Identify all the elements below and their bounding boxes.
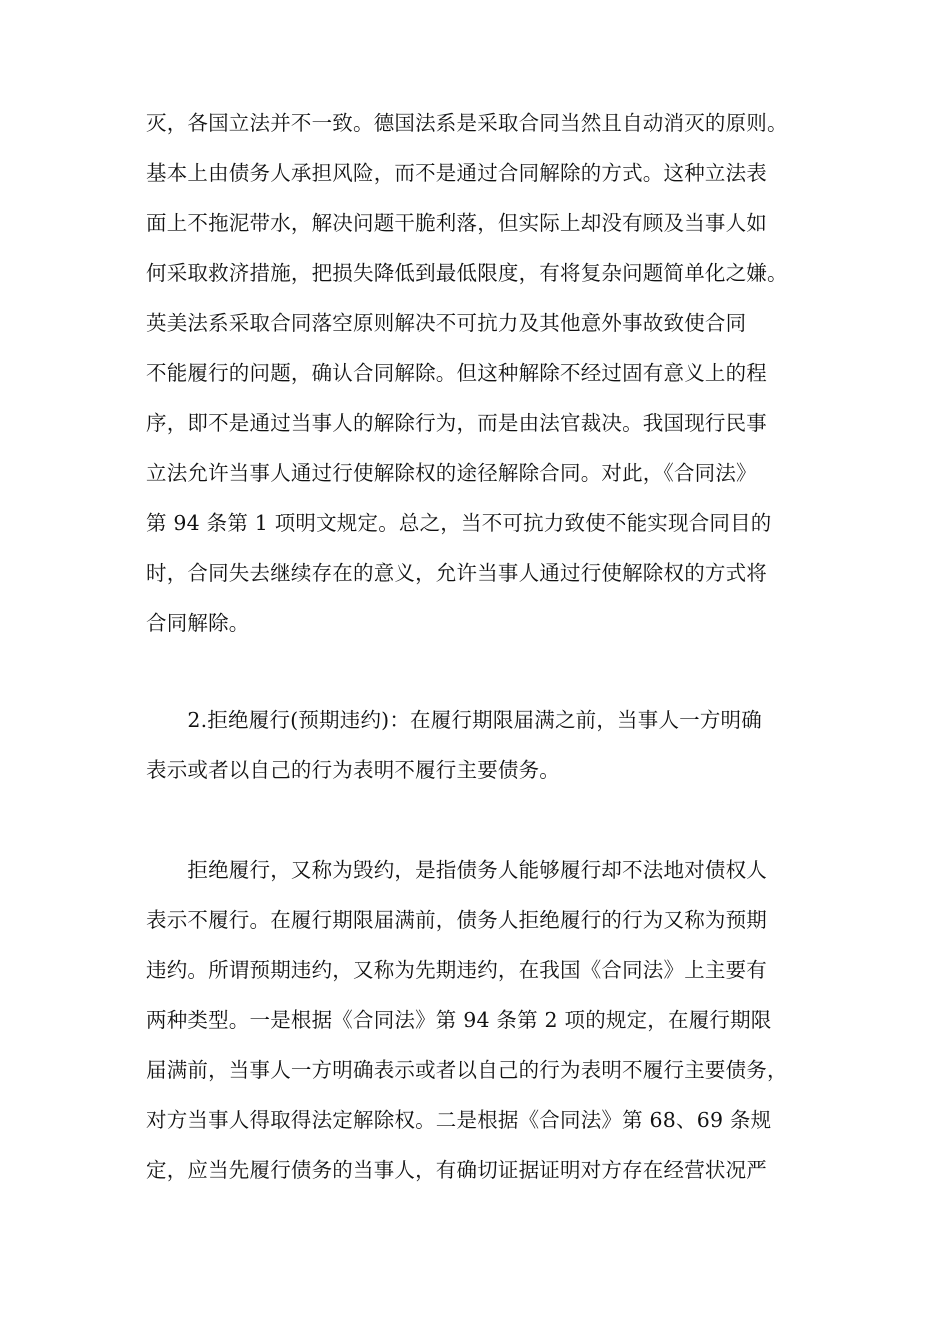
text-line: 合同解除。 bbox=[146, 611, 250, 635]
text-line: 表示或者以自己的行为表明不履行主要债务。 bbox=[146, 758, 560, 782]
text-line: 2.拒绝履行(预期违约)：在履行期限届满之前，当事人一方明确 bbox=[146, 708, 762, 732]
text-line: 两种类型。一是根据《合同法》第 94 条第 2 项的规定，在履行期限 bbox=[146, 1008, 772, 1032]
text-line: 届满前，当事人一方明确表示或者以自己的行为表明不履行主要债务， bbox=[146, 1058, 788, 1082]
text-line: 何采取救济措施，把损失降低到最低限度，有将复杂问题简单化之嫌。 bbox=[146, 261, 788, 285]
text-line: 灭，各国立法并不一致。德国法系是采取合同当然且自动消灭的原则。 bbox=[146, 111, 788, 135]
text-line: 第 94 条第 1 项明文规定。总之，当不可抗力致使不能实现合同目的 bbox=[146, 511, 772, 535]
text-line: 时，合同失去继续存在的意义，允许当事人通过行使解除权的方式将 bbox=[146, 561, 767, 585]
text-line: 违约。所谓预期违约，又称为先期违约，在我国《合同法》上主要有 bbox=[146, 958, 767, 982]
text-line: 定，应当先履行债务的当事人，有确切证据证明对方存在经营状况严 bbox=[146, 1158, 767, 1182]
text-line: 立法允许当事人通过行使解除权的途径解除合同。对此，《合同法》 bbox=[146, 461, 757, 485]
text-line: 对方当事人得取得法定解除权。二是根据《合同法》第 68、69 条规 bbox=[146, 1108, 772, 1132]
text-line: 不能履行的问题，确认合同解除。但这种解除不经过固有意义上的程 bbox=[146, 361, 767, 385]
text-line: 面上不拖泥带水，解决问题干脆利落，但实际上却没有顾及当事人如 bbox=[146, 211, 767, 235]
paragraph-1 bbox=[146, 98, 826, 648]
text-line: 基本上由债务人承担风险，而不是通过合同解除的方式。这种立法表 bbox=[146, 161, 767, 185]
paragraph-3 bbox=[146, 845, 826, 1195]
text-line: 英美法系采取合同落空原则解决不可抗力及其他意外事故致使合同 bbox=[146, 311, 747, 335]
paragraph-2 bbox=[146, 695, 826, 795]
text-line: 序，即不是通过当事人的解除行为，而是由法官裁决。我国现行民事 bbox=[146, 411, 767, 435]
text-line: 拒绝履行，又称为毁约，是指债务人能够履行却不法地对债权人 bbox=[146, 858, 767, 882]
text-line: 表示不履行。在履行期限届满前，债务人拒绝履行的行为又称为预期 bbox=[146, 908, 767, 932]
